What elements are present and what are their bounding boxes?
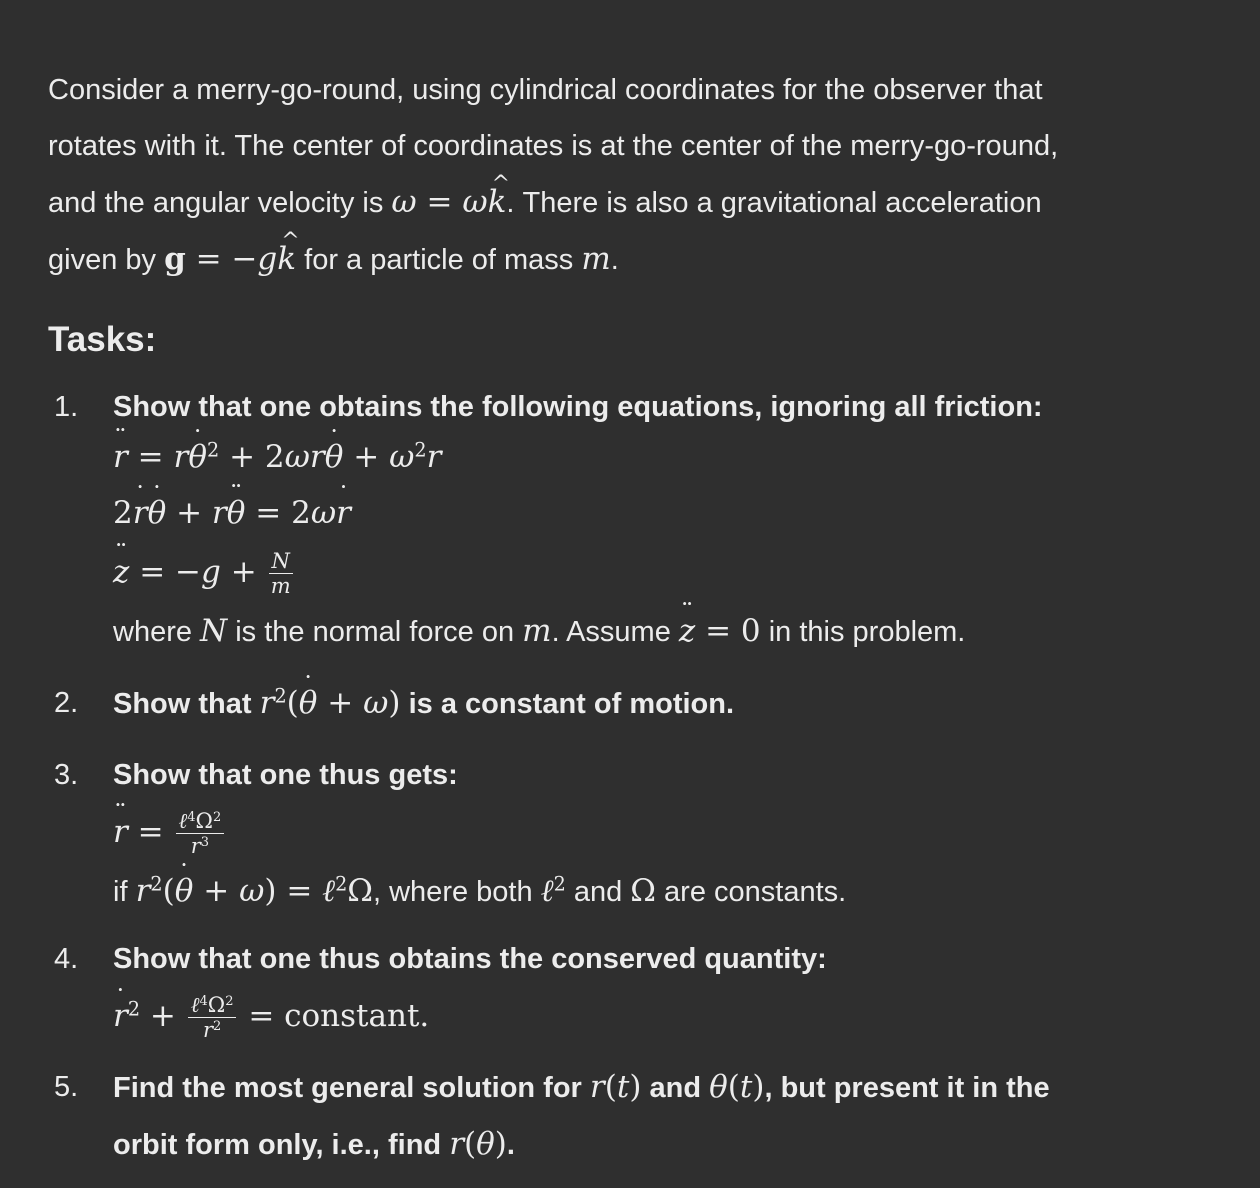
task-number: 2. [54,687,79,719]
task-heading: Find the most general solution for r(t) and θ(t), but present it in the orbit form only, i.e., find r(θ). [113,1069,1050,1162]
task-heading: Show that one thus gets: [113,759,458,791]
intro-line-4: given by g = −gk ^ for a particle of mass m. [48,231,1238,288]
task-number: 1. [54,391,79,423]
fraction-l4-omega2-over-r2: $\frac{\ell^4\Omega^2}{r^2}$ [188,994,237,1041]
equation-conserved-quantity: r ˙$^2$ + $\frac{\ell^4\Omega^2}{r^2}$ = constant. [113,985,1233,1047]
equation-vertical: z ¨ = −g + $\frac{N}{m}$ [113,541,1233,603]
task-heading: Show that one thus obtains the conserved quantity: [113,943,827,975]
angular-velocity-formula: ω = ωk ^ [391,184,506,220]
task-number: 4. [54,943,79,975]
constant-of-motion-formula: $r^2(\theta$ ˙ + ω) [260,685,401,721]
task-heading: Show that $r^2(\theta$ ˙ + ω) is a constant of motion. [113,681,1233,726]
mass-symbol: m [581,241,611,277]
intro-paragraph [48,62,1238,288]
fraction-l4-omega2-over-r3: $\frac{\ell^4\Omega^2}{r^3}$ [176,810,225,857]
task-number: 5. [54,1071,79,1103]
gravity-formula: g = −gk ^ [164,241,296,277]
intro-line-1: Consider a merry-go-round, using cylindrical coordinates for the observer that [48,74,1043,106]
intro-line-3: and the angular velocity is ω = ωk ^. There is also a gravitational acceleration [48,174,1238,231]
fraction-n-over-m: $\frac{N}{m}$ [269,550,293,597]
task-note: if $r^2(\theta$ ˙ + ω) = ℓ$^2$Ω, where both ℓ$^2$ and Ω are constants. [113,863,1233,920]
tasks-heading: Tasks: [48,320,157,359]
task-heading: Show that one obtains the following equations, ignoring all friction: [113,391,1043,423]
equation-radial: r ¨ = rθ ˙$^2$ + 2ωrθ ˙ + $\omega^2r$ [113,429,1233,485]
task-note: where N is the normal force on m. Assume z ¨ = 0 in this problem. [113,603,1233,660]
task-number: 3. [54,759,79,791]
equation-angular: 2r ˙θ ˙ + rθ ¨ = 2ωr ˙ [113,485,1233,541]
equation-r-double-dot: r ¨ = $\frac{\ell^4\Omega^2}{r^3}$ [113,801,1233,863]
intro-line-2: rotates with it. The center of coordinates is at the center of the merry-go-round, [48,130,1059,162]
